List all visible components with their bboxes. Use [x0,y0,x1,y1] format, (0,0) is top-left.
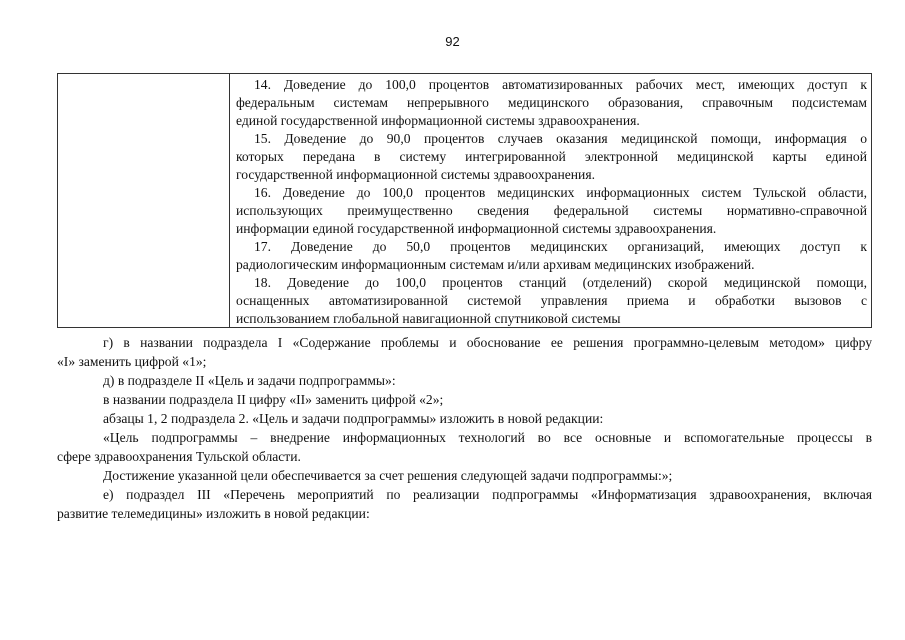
text-line: оснащенных автоматизированной системой управления приема и обработки вызовов с [236,293,867,308]
table-item [236,274,867,328]
page-number: 92 [445,34,460,49]
paragraph [57,390,872,409]
paragraph [57,333,872,371]
paragraph [57,428,872,466]
table-item [236,238,867,274]
text-line: 18. Доведение до 100,0 процентов станций (отделений) скорой медицинской помощи, [254,275,867,290]
text-line: единой государственной информационной системы здравоохранения. [236,113,640,128]
text-line: сфере здравоохранения Тульской области. [57,449,301,464]
table-right-cell [236,76,867,328]
text-line: 16. Доведение до 100,0 процентов медицинских информационных систем Тульской области, [254,185,867,200]
text-line: федеральным системам непрерывного медицинского образования, справочным подсистемам [236,95,867,110]
text-line: абзацы 1, 2 подраздела 2. «Цель и задачи подпрограммы» изложить в новой редакции: [103,411,604,426]
paragraph [57,466,872,485]
text-line: г) в названии подраздела I «Содержание проблемы и обоснование ее решения программно-целевым методом» цифру [103,335,872,350]
text-line: д) в подразделе II «Цель и задачи подпрограммы»: [103,373,396,388]
text-line: в названии подраздела II цифру «II» заменить цифрой «2»; [103,392,444,407]
text-line: е) подраздел III «Перечень мероприятий по реализации подпрограммы «Информатизация здравоохранения, включая [103,487,872,502]
paragraph [57,371,872,390]
text-line: использованием глобальной навигационной спутниковой системы [236,311,621,326]
text-line: информации единой государственной информационной системы здравоохранения. [236,221,717,236]
text-line: радиологическим информационным системам и/или архивам медицинских изображений. [236,257,755,272]
text-line: государственной информационной системы здравоохранения. [236,167,595,182]
table-item [236,76,867,130]
paragraph [57,409,872,428]
text-line: «I» заменить цифрой «1»; [57,354,207,369]
text-line: «Цель подпрограммы – внедрение информационных технологий во все основные и вспомогательные процессы в [103,430,872,445]
table-left-cell [58,74,230,327]
text-line: 17. Доведение до 50,0 процентов медицинских организаций, имеющих доступ к [254,239,867,254]
text-line: Достижение указанной цели обеспечивается за счет решения следующей задачи подпрограммы:»; [103,468,673,483]
document-body [57,333,872,523]
indicators-table [57,73,872,328]
paragraph [57,485,872,523]
text-line: 15. Доведение до 90,0 процентов случаев оказания медицинской помощи, информация о [254,131,867,146]
text-line: развитие телемедицины» изложить в новой редакции: [57,506,370,521]
table-item [236,130,867,184]
text-line: которых передана в систему интегрированной электронной медицинской карты единой [236,149,867,164]
table-item [236,184,867,238]
text-line: использующих преимущественно сведения федеральной системы нормативно-справочной [236,203,867,218]
text-line: 14. Доведение до 100,0 процентов автоматизированных рабочих мест, имеющих доступ к [254,77,867,92]
